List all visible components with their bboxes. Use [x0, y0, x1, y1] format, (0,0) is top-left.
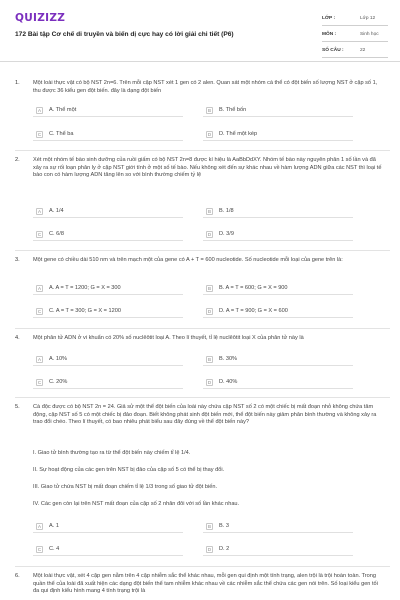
option-b[interactable] [203, 522, 353, 533]
question-divider [15, 566, 390, 567]
meta-value: Lớp 12 [360, 16, 376, 21]
question-number: 5. [15, 404, 20, 410]
option-b[interactable] [203, 284, 353, 295]
statement-4: IV. Các gen còn lại trên NST mất đoạn của cặp số 2 nhân đôi với số lần khác nhau. [33, 501, 240, 507]
question-number: 3. [15, 257, 20, 263]
meta-class [322, 12, 388, 26]
option-letter: A [37, 209, 41, 214]
option-text: C. 20% [49, 379, 68, 385]
meta-label: MÔN : [322, 32, 337, 37]
option-letter: B [207, 357, 211, 362]
option-b[interactable] [203, 355, 353, 366]
option-b[interactable] [203, 106, 353, 117]
statement-2: II. Sự hoạt động của các gen trên NST bị đảo của cặp số 5 có thể bị thay đổi. [33, 467, 225, 473]
option-text: A. Thể một [49, 107, 77, 113]
option-text: D. 3/9 [219, 231, 234, 237]
option-d[interactable] [203, 230, 353, 241]
option-c[interactable] [33, 130, 183, 141]
option-letter: C [37, 380, 42, 385]
option-a[interactable] [33, 522, 183, 533]
option-letter: C [37, 232, 42, 237]
meta-label: SỐ CÂU : [322, 48, 344, 53]
question-1 [15, 80, 390, 140]
option-letter: D [207, 309, 212, 314]
page-title: 172 Bài tập Cơ chế di truyền và biến dị cực hay có lời giải chi tiết (P6) [15, 31, 234, 38]
option-d[interactable] [203, 307, 353, 318]
option-text: B. A = T = 600; G = X = 900 [219, 285, 288, 291]
question-text: Một loài thực vật, xét 4 cặp gen nằm trên 4 cặp nhiễm sắc thể khác nhau, mỗi gen qui định một tính trạng, alen trội là trội hoàn toàn. Trong quần thể của loài đã xuất hiện các dạng đột biến thể tam nhiễm khác nhau về các nhiễm sắc thể chứa các gen nói trên. Số loại kiểu gen tối đa qui định kiểu hình mang 4 tính trạng trội là [33, 573, 378, 594]
quizizz-logo: QUIZIZZ [15, 12, 66, 24]
option-c[interactable] [33, 230, 183, 241]
option-letter: A [37, 108, 41, 113]
question-2 [15, 157, 390, 247]
question-number: 2. [15, 157, 20, 163]
option-text: A. 1 [49, 523, 59, 529]
question-6 [15, 573, 390, 599]
option-text: D. Thể một kép [219, 131, 258, 137]
question-divider [15, 328, 390, 329]
option-text: C. 6/8 [49, 231, 64, 237]
option-a[interactable] [33, 284, 183, 295]
question-text: Cà độc được có bộ NST 2n = 24. Giả sử một thể đột biến của loài này chứa cặp NST số 2 có một chiếc bị mất đoạn nhỏ không chứa tâm động, cặp NST số 5 có một chiếc bị đảo đoạn. Biết không phát sinh đột biến mới, thể đột biến này giảm phân bình thường và không xảy ra trao đổi chéo. Theo lí thuyết, có bao nhiêu phát biểu sau đây đúng về thể đột biến này? [33, 404, 377, 425]
option-letter: D [207, 547, 212, 552]
option-letter: C [37, 132, 42, 137]
option-letter: D [207, 232, 212, 237]
option-letter: A [37, 286, 41, 291]
option-letter: B [207, 286, 211, 291]
option-d[interactable] [203, 130, 353, 141]
meta-value: Sinh học [360, 32, 379, 37]
option-text: A. A = T = 1200; G = X = 300 [49, 285, 121, 291]
option-letter: C [37, 309, 42, 314]
option-c[interactable] [33, 307, 183, 318]
meta-subject [322, 28, 388, 42]
question-text: Một loài thực vật có bộ NST 2n=6. Trên mỗi cặp NST xét 1 gen có 2 alen. Quan sát một nhóm cá thể có đột biến số lượng NST ở cặp số 1, thu được 36 kiểu gen đột biến. đây là dạng đột biến [33, 80, 378, 94]
option-letter: B [207, 209, 211, 214]
option-text: A. 1/4 [49, 208, 64, 214]
option-letter: C [37, 547, 42, 552]
question-divider [15, 250, 390, 251]
statement-1: I. Giao tử bình thường tạo ra từ thể đột biến này chiếm tỉ lệ 1/4. [33, 450, 191, 456]
option-text: B. Thể bốn [219, 107, 247, 113]
option-text: B. 1/8 [219, 208, 234, 214]
option-b[interactable] [203, 207, 353, 218]
meta-count [322, 44, 388, 58]
option-text: C. 4 [49, 546, 60, 552]
option-a[interactable] [33, 355, 183, 366]
question-text: Xét một nhóm tế bào sinh dưỡng của ruồi giấm có bộ NST 2n=8 được kí hiệu là AaBbDdXY. Nhóm tế bào này nguyên phân 1 số lần và đã xảy ra sự rối loạn phân ly ở cặp NST giới tính ở một số tế bào. Nếu không xét đến sự khác nhau về hàm lượng ADN giữa các NST thì loại tế bào con có hàm lượng ADN tăng lên so với bình thường chiếm tỷ lệ [33, 157, 382, 178]
option-text: B. 3 [219, 523, 229, 529]
question-5 [15, 404, 390, 562]
question-divider [15, 150, 390, 151]
question-text: Một gene có chiều dài 510 nm và trên mạch một của gene có A + T = 600 nucleotide. Số nucleotide mỗi loại của gene trên là: [33, 257, 343, 263]
question-number: 1. [15, 80, 20, 86]
option-c[interactable] [33, 545, 183, 556]
question-number: 4. [15, 335, 20, 341]
option-d[interactable] [203, 545, 353, 556]
option-letter: D [207, 380, 212, 385]
option-text: D. A = T = 900; G = X = 600 [219, 308, 288, 314]
question-text: Một phân tử ADN ở vi khuẩn có 20% số nuclêôtit loại A. Theo lí thuyết, tỉ lệ nuclêôtit loại X của phân tử này là [33, 335, 304, 341]
meta-label: LỚP : [322, 16, 336, 21]
option-letter: B [207, 524, 211, 529]
option-a[interactable] [33, 207, 183, 218]
option-c[interactable] [33, 378, 183, 389]
option-letter: A [37, 524, 41, 529]
option-letter: D [207, 132, 212, 137]
meta-panel [322, 12, 388, 60]
header [0, 0, 400, 62]
option-a[interactable] [33, 106, 183, 117]
statement-3: III. Giao tử chứa NST bị mất đoạn chiếm tỉ lệ 1/3 trong số giao tử đột biến. [33, 484, 218, 490]
question-4 [15, 335, 390, 393]
question-3 [15, 257, 390, 325]
question-number: 6. [15, 573, 20, 579]
option-letter: B [207, 108, 211, 113]
option-d[interactable] [203, 378, 353, 389]
option-text: B. 30% [219, 356, 238, 362]
option-text: D. 40% [219, 379, 238, 385]
option-text: C. A = T = 300; G = X = 1200 [49, 308, 121, 314]
option-text: A. 10% [49, 356, 68, 362]
meta-value: 22 [360, 48, 366, 53]
question-divider [15, 397, 390, 398]
option-letter: A [37, 357, 41, 362]
option-text: C. Thể ba [49, 131, 74, 137]
option-text: D. 2 [219, 546, 230, 552]
